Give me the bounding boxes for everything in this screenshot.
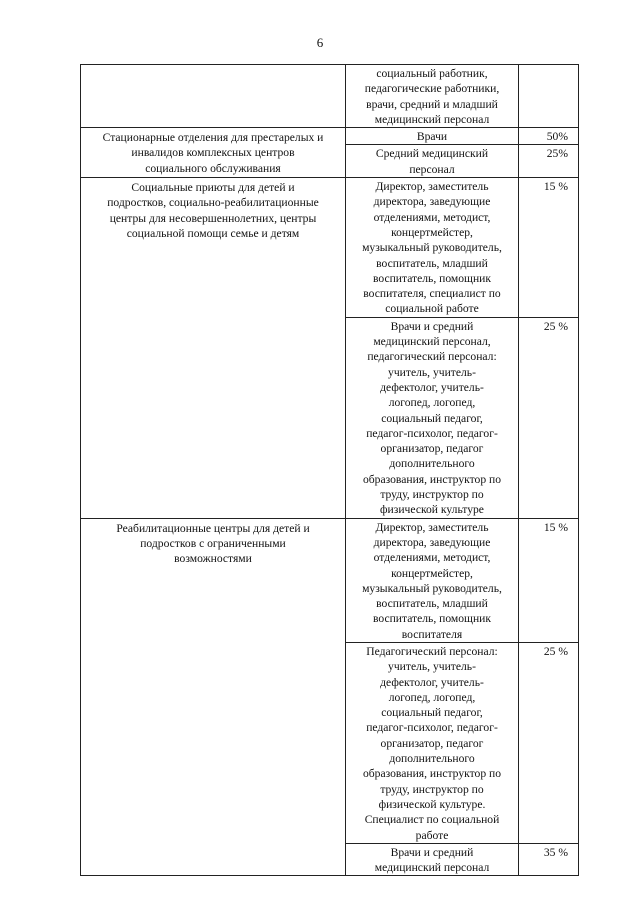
position-text-line: социальный педагог, <box>381 706 483 720</box>
position-text-line: концертмейстер, <box>391 566 473 580</box>
position-cell <box>346 518 519 642</box>
percent-cell: 15 % <box>519 518 579 642</box>
position-text-line: педагогические работники, <box>364 82 500 96</box>
institution-cell <box>81 178 346 519</box>
percent-cell: 25 % <box>519 317 579 518</box>
institution-text-line: Реабилитационные центры для детей и <box>116 521 310 535</box>
position-cell <box>346 317 519 518</box>
position-text-line: педагогический персонал: <box>367 350 497 364</box>
position-text-line: физической культуре. <box>378 797 486 811</box>
position-text-line: труду, инструктор по <box>380 782 484 796</box>
position-text-line: воспитатель, младший <box>376 256 488 270</box>
position-text-line: дополнительного <box>389 457 475 471</box>
position-text-line: образования, инструктор по <box>362 472 502 486</box>
position-text-line: музыкальный руководитель, <box>362 581 502 595</box>
position-text-line: учитель, учитель- <box>388 660 476 674</box>
position-text-line: организатор, педагог <box>380 442 484 456</box>
positions-table <box>80 64 579 876</box>
position-text-line: Средний медицинский <box>375 147 489 161</box>
position-text-line: социальный педагог, <box>381 411 483 425</box>
position-text-line: логопед, логопед, <box>388 690 476 704</box>
position-text-line: отделениями, методист, <box>373 551 491 565</box>
institution-text-line: Стационарные отделения для престарелых и <box>102 131 324 145</box>
institution-text-line: социального обслуживания <box>145 161 281 175</box>
position-text-line: образования, инструктор по <box>362 767 502 781</box>
table-body <box>81 65 579 876</box>
percent-cell <box>519 65 579 128</box>
position-text-line: Педагогический персонал: <box>366 644 498 658</box>
institution-text-line: социальной помощи семье и детям <box>126 226 300 240</box>
institution-text-line: инвалидов комплексных центров <box>131 146 295 160</box>
position-text-line: организатор, педагог <box>380 736 484 750</box>
position-text-line: воспитателя, специалист по <box>363 287 501 301</box>
position-text-line: учитель, учитель- <box>388 365 476 379</box>
position-cell <box>346 65 519 128</box>
position-text-line: персонал <box>409 162 455 176</box>
position-text-line: Директор, заместитель <box>375 180 489 194</box>
position-text-line: воспитатель, младший <box>376 597 488 611</box>
table-row <box>81 65 579 128</box>
position-text-line: директора, заведующие <box>373 195 491 209</box>
position-text-line: педагог-психолог, педагог- <box>366 426 498 440</box>
institution-cell <box>81 65 346 128</box>
position-text-line: медицинский персонал, <box>373 335 491 349</box>
position-cell <box>346 128 519 145</box>
institution-text-line: Социальные приюты для детей и <box>131 181 295 195</box>
institution-text-line: центры для несовершеннолетних, центры <box>109 211 317 225</box>
position-text-line: воспитатель, помощник <box>372 612 492 626</box>
position-text-line: работе <box>415 828 449 842</box>
position-cell <box>346 642 519 843</box>
institution-text-line: подростков, социально-реабилитационные <box>107 196 319 210</box>
position-text-line: педагог-психолог, педагог- <box>366 721 498 735</box>
position-text-line: врачи, средний и младший <box>366 97 498 111</box>
percent-cell: 15 % <box>519 178 579 318</box>
position-text-line: медицинский персонал <box>374 112 490 126</box>
table-row <box>81 518 579 642</box>
institution-text-line: подростков с ограниченными <box>140 536 286 550</box>
institution-cell <box>81 128 346 178</box>
position-text-line: физической культуре <box>380 503 484 517</box>
page-number: 6 <box>316 35 324 50</box>
institution-text-line: возможностями <box>174 552 252 566</box>
position-cell <box>346 843 519 876</box>
percent-cell: 25 % <box>519 642 579 843</box>
position-text-line: дефектолог, учитель- <box>380 675 484 689</box>
position-text-line: социальный работник, <box>376 67 488 80</box>
position-text-line: директора, заведующие <box>373 535 491 549</box>
position-text-line: логопед, логопед, <box>388 396 476 410</box>
position-text-line: воспитателя <box>401 627 463 641</box>
position-text-line: Врачи <box>416 130 448 144</box>
position-text-line: дефектолог, учитель- <box>380 380 484 394</box>
position-text-line: Директор, заместитель <box>375 520 489 534</box>
position-text-line: социальной работе <box>385 302 479 316</box>
position-text-line: медицинский персонал <box>374 861 490 875</box>
position-text-line: концертмейстер, <box>391 225 473 239</box>
position-text-line: воспитатель, помощник <box>372 271 492 285</box>
position-text-line: отделениями, методист, <box>373 210 491 224</box>
table-row <box>81 178 579 318</box>
percent-cell: 50% <box>519 128 579 145</box>
position-text-line: труду, инструктор по <box>380 488 484 502</box>
table-row <box>81 128 579 145</box>
percent-cell: 35 % <box>519 843 579 876</box>
position-cell <box>346 178 519 318</box>
position-text-line: Врачи и средний <box>390 319 474 333</box>
position-text-line: Врачи и средний <box>390 845 474 859</box>
position-text-line: дополнительного <box>389 752 475 766</box>
position-text-line: Специалист по социальной <box>364 813 500 827</box>
position-text-line: музыкальный руководитель, <box>362 241 502 255</box>
percent-cell: 25% <box>519 145 579 178</box>
position-cell <box>346 145 519 178</box>
institution-cell <box>81 518 346 876</box>
